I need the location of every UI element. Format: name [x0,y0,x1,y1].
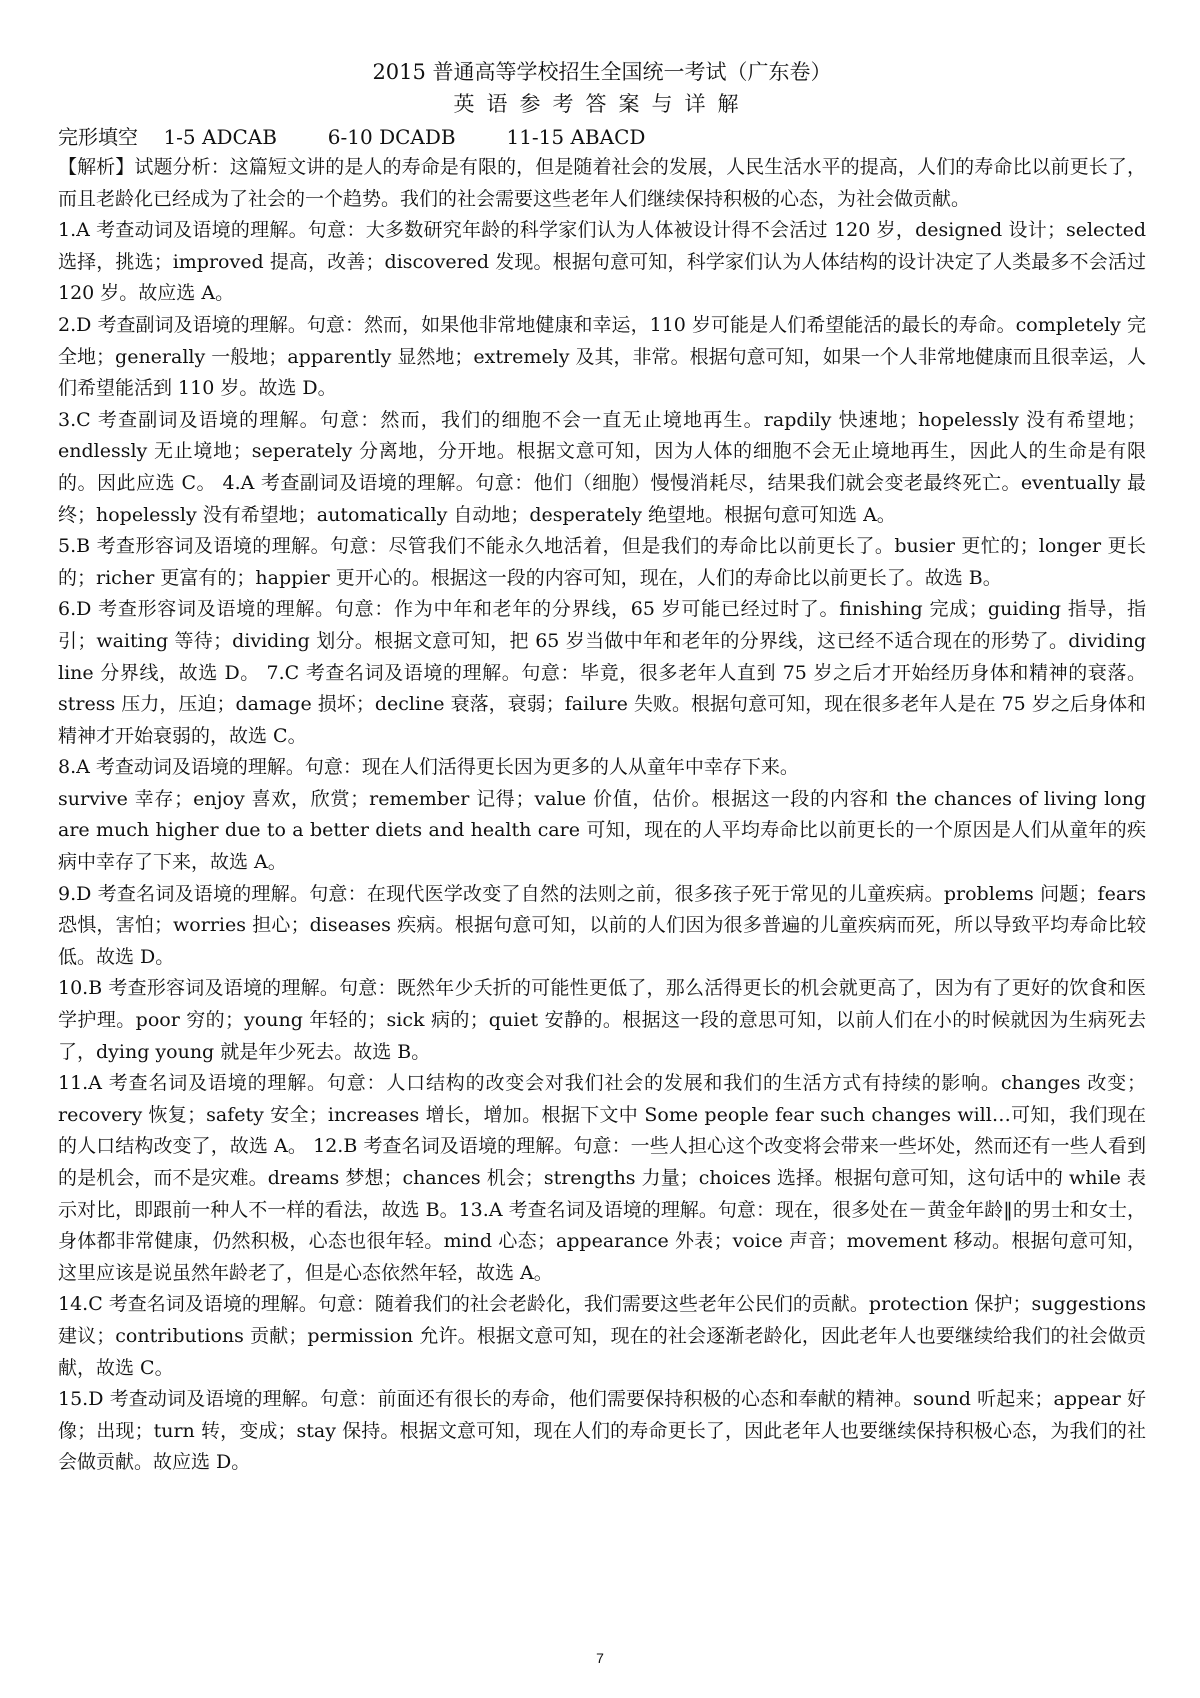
paragraph-q6-q7: 6.D 考查形容词及语境的理解。句意：作为中年和老年的分界线，65 岁可能已经过时了。finishing 完成；guiding 指导，指引；waiting 等待；dividing 划分。根据文意可知，把 65 岁当做中年和老年的分界线，这已经不适合现在的形势了。dividing line 分界线，故选 D。 7.C 考查名词及语境的理解。句意：毕竟，很多老年人直到 75 岁之后才开始经历身体和精神的衰落。stress 压力，压迫；damage 损坏；decline 衰落，衰弱；failure 失败。根据句意可知，现在很多老年人是在 75 岁之后身体和精神才开始衰弱的，故选 C。 [58,598,1146,747]
paragraph-q10: 10.B 考查形容词及语境的理解。句意：既然年少夭折的可能性更低了，那么活得更长的机会就更高了，因为有了更好的饮食和医学护理。poor 穷的；young 年轻的；sick 病的；quiet 安静的。根据这一段的意思可知，以前人们在小的时候就因为生病死去了，dying young 就是年少死去。故选 B。 [58,977,1146,1063]
paragraph-q3-q4: 3.C 考查副词及语境的理解。句意：然而，我们的细胞不会一直无止境地再生。rapdily 快速地；hopelessly 没有希望地；endlessly 无止境地；seperately 分离地，分开地。根据文意可知，因为人体的细胞不会无止境地再生，因此人的生命是有限的。因此应选 C。 4.A 考查副词及语境的理解。句意：他们（细胞）慢慢消耗尽，结果我们就会变老最终死亡。eventually 最终；hopelessly 没有希望地；automatically 自动地；desperately 绝望地。根据句意可知选 A。 [58,408,1146,526]
paragraph-q14: 14.C 考查名词及语境的理解。句意：随着我们的社会老龄化，我们需要这些老年公民们的贡献。protection 保护；suggestions 建议；contributions 贡献；permission 允许。根据文意可知，现在的社会逐渐老龄化，因此老年人也要继续给我们的社会做贡献，故选 C。 [58,1293,1146,1379]
section-label: 完形填空 [58,125,138,149]
explanation-body [58,152,1146,1479]
page-number: 7 [596,1650,604,1666]
answer-group-3: 11-15 ABACD [506,125,646,149]
paragraph-q11-q13: 11.A 考查名词及语境的理解。句意：人口结构的改变会对我们社会的发展和我们的生活方式有持续的影响。changes 改变；recovery 恢复；safety 安全；increases 增长，增加。根据下文中 Some people fear such changes will…可知，我们现在的人口结构改变了，故选 A。 12.B 考查名词及语境的理解。句意：一些人担心这个改变将会带来一些坏处，然而还有一些人看到的是机会，而不是灾难。dreams 梦想；chances 机会；strengths 力量；choices 选择。根据句意可知，这句话中的 while 表示对比，即跟前一种人不一样的看法，故选 B。13.A 考查名词及语境的理解。句意：现在，很多处在－黄金年龄‖的男士和女士，身体都非常健康，仍然积极，心态也很年轻。mind 心态；appearance 外表；voice 声音；movement 移动。根据句意可知，这里应该是说虽然年龄老了，但是心态依然年轻，故选 A。 [58,1072,1146,1284]
answer-summary [58,122,1146,152]
paragraph-analysis: 【解析】试题分析：这篇短文讲的是人的寿命是有限的，但是随着社会的发展，人民生活水平的提高，人们的寿命比以前更长了，而且老龄化已经成为了社会的一个趋势。我们的社会需要这些老年人们继续保持积极的心态，为社会做贡献。 [58,156,1146,210]
paragraph-q9: 9.D 考查名词及语境的理解。句意：在现代医学改变了自然的法则之前，很多孩子死于常见的儿童疾病。problems 问题；fears 恐惧，害怕；worries 担心；diseases 疾病。根据句意可知，以前的人们因为很多普遍的儿童疾病而死，所以导致平均寿命比较低。故选 D。 [58,882,1146,968]
paragraph-q8-options: survive 幸存；enjoy 喜欢，欣赏；remember 记得；value 价值，估价。根据这一段的内容和 the chances of living long are much higher due to a better diets and health care 可知，现在的人平均寿命比以前更长的一个原因是人们从童年的疾病中幸存了下来，故选 A。 [58,787,1146,874]
answer-group-2: 6-10 DCADB [327,125,456,149]
paragraph-q2: 2.D 考查副词及语境的理解。句意：然而，如果他非常地健康和幸运，110 岁可能是人们希望能活的最长的寿命。completely 完全地；generally 一般地；apparently 显然地；extremely 及其，非常。根据句意可知，如果一个人非常地健康而且很幸运，人们希望能活到 110 岁。故选 D。 [58,313,1146,400]
document-subtitle: 英语参考答案与详解 [453,92,751,116]
paragraph-q15: 15.D 考查动词及语境的理解。句意：前面还有很长的寿命，他们需要保持积极的心态和奉献的精神。sound 听起来；appear 好像；出现；turn 转，变成；stay 保持。根据文意可知，现在人们的寿命更长了，因此老年人也要继续保持积极心态，为我们的社会做贡献。故应选 D。 [58,1388,1146,1474]
document-title: 2015 普通高等学校招生全国统一考试（广东卷） [372,60,832,84]
paragraph-q8: 8.A 考查动词及语境的理解。句意：现在人们活得更长因为更多的人从童年中幸存下来。 [58,756,799,779]
paragraph-q1: 1.A 考查动词及语境的理解。句意：大多数研究年龄的科学家们认为人体被设计得不会活过 120 岁，designed 设计；selected 选择，挑选；improved 提高，改善；discovered 发现。根据句意可知，科学家们认为人体结构的设计决定了人类最多不会活过 120 岁。故应选 A。 [58,219,1146,305]
answer-group-1: 1-5 ADCAB [163,125,277,149]
document-page [58,56,1146,1479]
paragraph-q5: 5.B 考查形容词及语境的理解。句意：尽管我们不能永久地活着，但是我们的寿命比以前更长了。busier 更忙的；longer 更长的；richer 更富有的；happier 更开心的。根据这一段的内容可知，现在，人们的寿命比以前更长了。故选 B。 [58,535,1146,589]
